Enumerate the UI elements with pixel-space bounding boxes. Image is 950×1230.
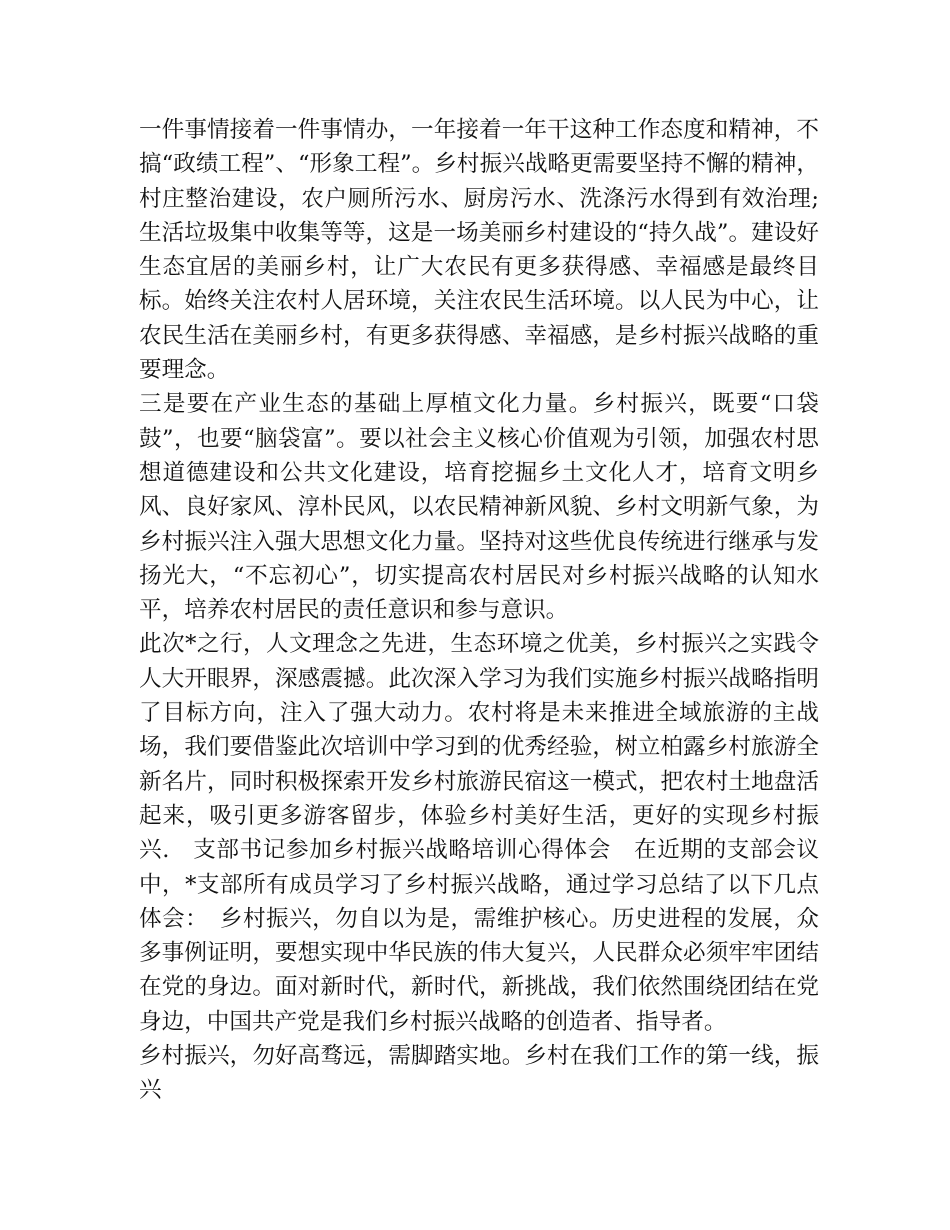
paragraph-3: 此次*之行，人文理念之先进，生态环境之优美，乡村振兴之实践令人大开眼界，深感震撼。此次深入学习为我们实施乡村振兴战略指明了目标方向，注入了强大动力。农村将是未来推进全域旅游的主战场，我们要借鉴此次培训中学习到的优秀经验，树立柏露乡村旅游全新名片，同时积极探索开发乡村旅游民宿这一模式，把农村土地盘活起来，吸引更多游客留步，体验乡村美好生活，更好的实现乡村振兴. 支部书记参加乡村振兴战略培训心得体会 在近期的支部会议中，*支部所有成员学习了乡村振兴战略，通过学习总结了以下几点体会： 乡村振兴，勿自以为是，需维护核心。历史进程的发展，众多事例证明，要想实现中华民族的伟大复兴，人民群众必须牢牢团结在党的身边。面对新时代，新时代，新挑战，我们依然围绕团结在党身边，中国共产党是我们乡村振兴战略的创造者、指导者。	[139, 631, 819, 1035]
paragraph-2: 三是要在产业生态的基础上厚植文化力量。乡村振兴，既要“口袋鼓”，也要“脑袋富”。要以社会主义核心价值观为引领，加强农村思想道德建设和公共文化建设，培育挖掘乡土文化人才，培育文明乡风、良好家风、淳朴民风，以农民精神新风貌、乡村文明新气象，为乡村振兴注入强大思想文化力量。坚持对这些优良传统进行继承与发扬光大，“不忘初心”，切实提高农村居民对乡村振兴战略的认知水平，培养农村居民的责任意识和参与意识。	[139, 391, 819, 624]
paragraph-4: 乡村振兴，勿好高骛远，需脚踏实地。乡村在我们工作的第一线，振兴	[139, 1043, 819, 1104]
paragraph-1: 一件事情接着一件事情办，一年接着一年干这种工作态度和精神，不搞“政绩工程”、“形象工程”。乡村振兴战略更需要坚持不懈的精神，村庄整治建设，农户厕所污水、厨房污水、洗涤污水得到有效治理;生活垃圾集中收集等等，这是一场美丽乡村建设的“持久战”。建设好生态宜居的美丽乡村，让广大农民有更多获得感、幸福感是最终目标。始终关注农村人居环境，关注农民生活环境。以人民为中心，让农民生活在美丽乡村，有更多获得感、幸福感，是乡村振兴战略的重要理念。	[139, 117, 819, 384]
body-text	[139, 113, 819, 1108]
